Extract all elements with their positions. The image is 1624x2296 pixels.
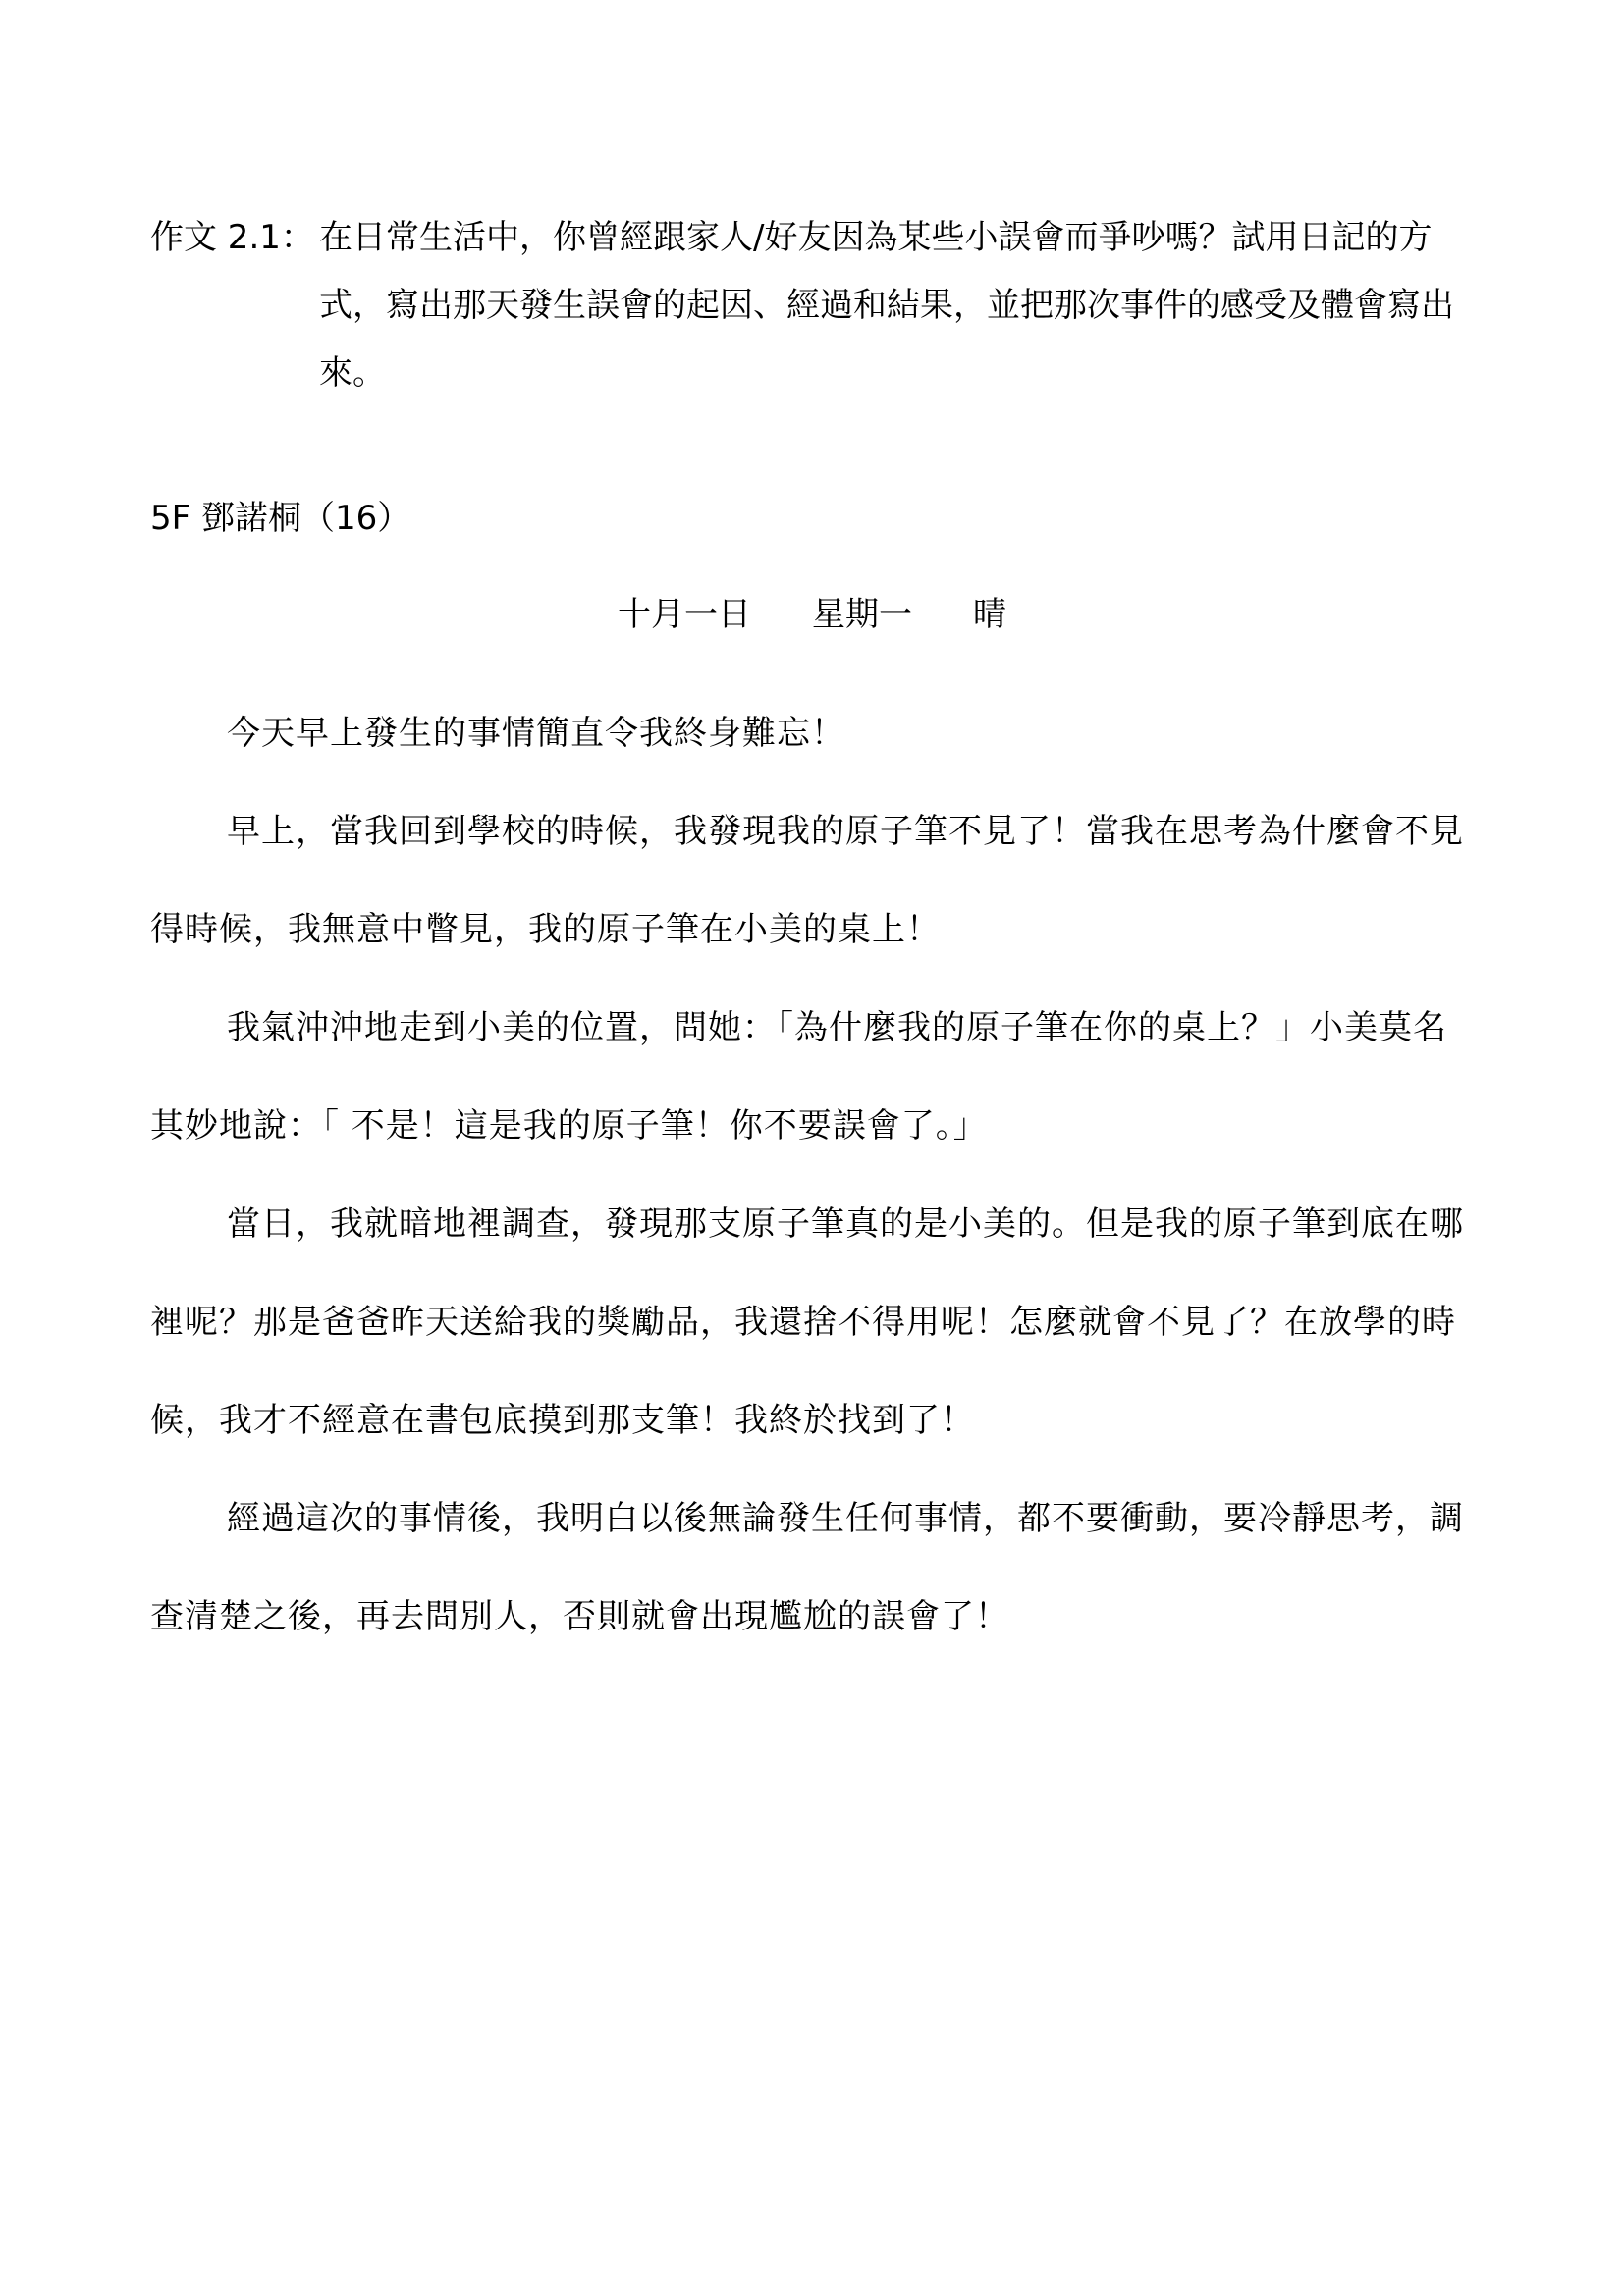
essay-prompt: [150, 204, 1486, 407]
prompt-text: 在日常生活中，你曾經跟家人/好友因為某些小誤會而爭吵嗎？試用日記的方式，寫出那天發生誤會的起因、經過和結果，並把那次事件的感受及體會寫出來。: [319, 218, 1454, 393]
diary-dateline: [0, 585, 1624, 644]
prompt-label: 作文 2.1：: [150, 218, 314, 257]
essay-paragraph: 經過這次的事情後，我明白以後無論發生任何事情，都不要衝動，要冷靜思考，調查清楚之後，再去問別人，否則就會出現尷尬的誤會了！: [150, 1499, 1464, 1636]
essay-paragraph: 今天早上發生的事情簡直令我終身難忘！: [227, 714, 845, 753]
essay-paragraph: 我氣沖沖地走到小美的位置，問她：「為什麼我的原子筆在你的桌上？」小美莫名其妙地說：「 不是！這是我的原子筆！你不要誤會了。」: [150, 1008, 1447, 1146]
diary-weather: 晴: [973, 595, 1006, 634]
author-line: 5F 鄧諾桐（16）: [150, 499, 411, 538]
essay-paragraph: 早上，當我回到學校的時候，我發現我的原子筆不見了！當我在思考為什麼會不見得時候，我無意中瞥見，我的原子筆在小美的桌上！: [150, 812, 1464, 949]
essay-body: [150, 684, 1466, 1666]
essay-paragraph: 當日，我就暗地裡調查，發現那支原子筆真的是小美的。但是我的原子筆到底在哪裡呢？那是爸爸昨天送給我的獎勵品，我還捨不得用呢！怎麼就會不見了？在放學的時候，我才不經意在書包底摸到那支筆！我終於找到了！: [150, 1204, 1464, 1440]
diary-weekday: 星期一: [812, 595, 912, 634]
diary-date: 十月一日: [618, 595, 751, 634]
